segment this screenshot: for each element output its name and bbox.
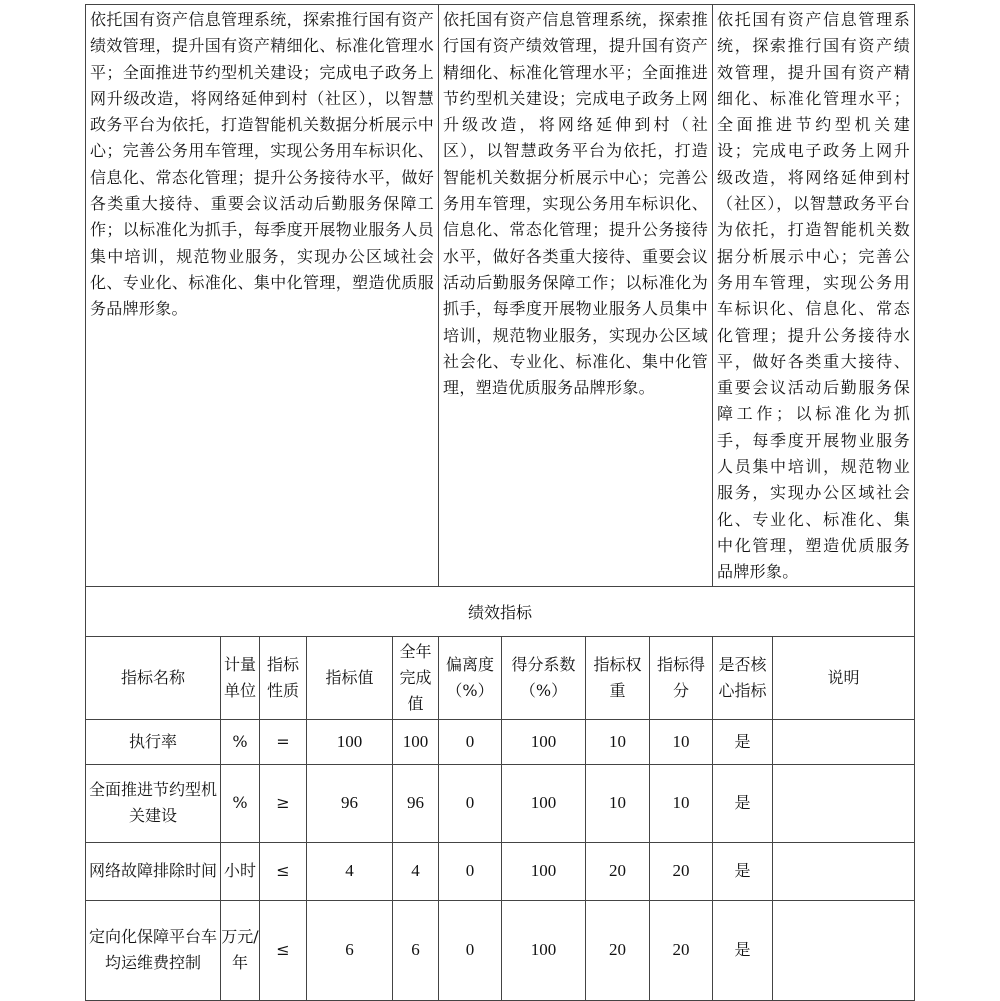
cell-notes <box>773 900 915 1000</box>
cell-indicator-name: 定向化保障平台车均运维费控制 <box>86 900 221 1000</box>
goal-cell-2: 依托国有资产信息管理系统，探索推行国有资产绩效管理，提升国有资产精细化、标准化管理水平；全面推进节约型机关建设；完成电子政务上网升级改造，将网络延伸到村（社区），以智慧政务平台为依托，打造智能机关数据分析展示中心；完善公务用车管理，实现公务用车标识化、信息化、常态化管理；提升公务接待水平，做好各类重大接待、重要会议活动后勤服务保障工作；以标准化为抓手，每季度开展物业服务人员集中培训，规范物业服务，实现办公区域社会化、专业化、标准化、集中化管理，塑造优质服务品牌形象。 <box>439 5 713 587</box>
header-target-value: 指标值 <box>307 636 393 719</box>
cell-notes <box>773 842 915 900</box>
cell-notes <box>773 719 915 764</box>
cell-score: 20 <box>650 842 713 900</box>
table-row <box>86 764 915 842</box>
cell-nature: ≤ <box>260 842 307 900</box>
section-title: 绩效指标 <box>86 586 915 636</box>
header-nature: 指标性质 <box>260 636 307 719</box>
table-row <box>86 900 915 1000</box>
performance-table <box>85 4 915 1001</box>
goal-cell-3: 依托国有资产信息管理系统，探索推行国有资产绩效管理，提升国有资产精细化、标准化管理水平；全面推进节约型机关建设；完成电子政务上网升级改造，将网络延伸到村（社区），以智慧政务平台为依托，打造智能机关数据分析展示中心；完善公务用车管理，实现公务用车标识化、信息化、常态化管理；提升公务接待水平，做好各类重大接待、重要会议活动后勤服务保障工作；以标准化为抓手，每季度开展物业服务人员集中培训，规范物业服务，实现办公区域社会化、专业化、标准化、集中化管理，塑造优质服务品牌形象。 <box>713 5 915 587</box>
cell-indicator-name: 全面推进节约型机关建设 <box>86 764 221 842</box>
cell-indicator-name: 网络故障排除时间 <box>86 842 221 900</box>
cell-weight: 20 <box>586 900 650 1000</box>
cell-core-indicator: 是 <box>713 900 773 1000</box>
header-actual-value: 全年完成值 <box>393 636 439 719</box>
cell-indicator-name: 执行率 <box>86 719 221 764</box>
cell-core-indicator: 是 <box>713 719 773 764</box>
cell-weight: 20 <box>586 842 650 900</box>
cell-unit: % <box>221 764 260 842</box>
cell-core-indicator: 是 <box>713 842 773 900</box>
header-indicator-name: 指标名称 <box>86 636 221 719</box>
cell-nature: ≥ <box>260 764 307 842</box>
header-weight: 指标权重 <box>586 636 650 719</box>
cell-target-value: 100 <box>307 719 393 764</box>
cell-actual-value: 100 <box>393 719 439 764</box>
cell-actual-value: 96 <box>393 764 439 842</box>
cell-actual-value: 6 <box>393 900 439 1000</box>
goals-row <box>86 5 915 587</box>
header-deviation: 偏离度（%） <box>439 636 502 719</box>
cell-score-coefficient: 100 <box>502 719 586 764</box>
header-unit: 计量单位 <box>221 636 260 719</box>
cell-score: 20 <box>650 900 713 1000</box>
cell-deviation: 0 <box>439 842 502 900</box>
goal-cell-1: 依托国有资产信息管理系统，探索推行国有资产绩效管理，提升国有资产精细化、标准化管理水平；全面推进节约型机关建设；完成电子政务上网升级改造，将网络延伸到村（社区），以智慧政务平台为依托，打造智能机关数据分析展示中心；完善公务用车管理，实现公务用车标识化、信息化、常态化管理；提升公务接待水平，做好各类重大接待、重要会议活动后勤服务保障工作；以标准化为抓手，每季度开展物业服务人员集中培训，规范物业服务，实现办公区域社会化、专业化、标准化、集中化管理，塑造优质服务品牌形象。 <box>86 5 439 587</box>
cell-core-indicator: 是 <box>713 764 773 842</box>
cell-score: 10 <box>650 764 713 842</box>
cell-target-value: 96 <box>307 764 393 842</box>
cell-weight: 10 <box>586 719 650 764</box>
cell-notes <box>773 764 915 842</box>
cell-nature: ≤ <box>260 900 307 1000</box>
header-row <box>86 636 915 719</box>
cell-actual-value: 4 <box>393 842 439 900</box>
cell-score-coefficient: 100 <box>502 900 586 1000</box>
table-row <box>86 719 915 764</box>
cell-score-coefficient: 100 <box>502 842 586 900</box>
cell-unit: 万元/年 <box>221 900 260 1000</box>
cell-target-value: 6 <box>307 900 393 1000</box>
cell-score: 10 <box>650 719 713 764</box>
cell-deviation: 0 <box>439 764 502 842</box>
cell-deviation: 0 <box>439 719 502 764</box>
header-core-indicator: 是否核心指标 <box>713 636 773 719</box>
cell-target-value: 4 <box>307 842 393 900</box>
section-title-row <box>86 586 915 636</box>
header-score: 指标得分 <box>650 636 713 719</box>
table-row <box>86 842 915 900</box>
header-score-coefficient: 得分系数（%） <box>502 636 586 719</box>
header-notes: 说明 <box>773 636 915 719</box>
cell-score-coefficient: 100 <box>502 764 586 842</box>
cell-deviation: 0 <box>439 900 502 1000</box>
cell-nature: = <box>260 719 307 764</box>
cell-unit: 小时 <box>221 842 260 900</box>
cell-unit: % <box>221 719 260 764</box>
cell-weight: 10 <box>586 764 650 842</box>
